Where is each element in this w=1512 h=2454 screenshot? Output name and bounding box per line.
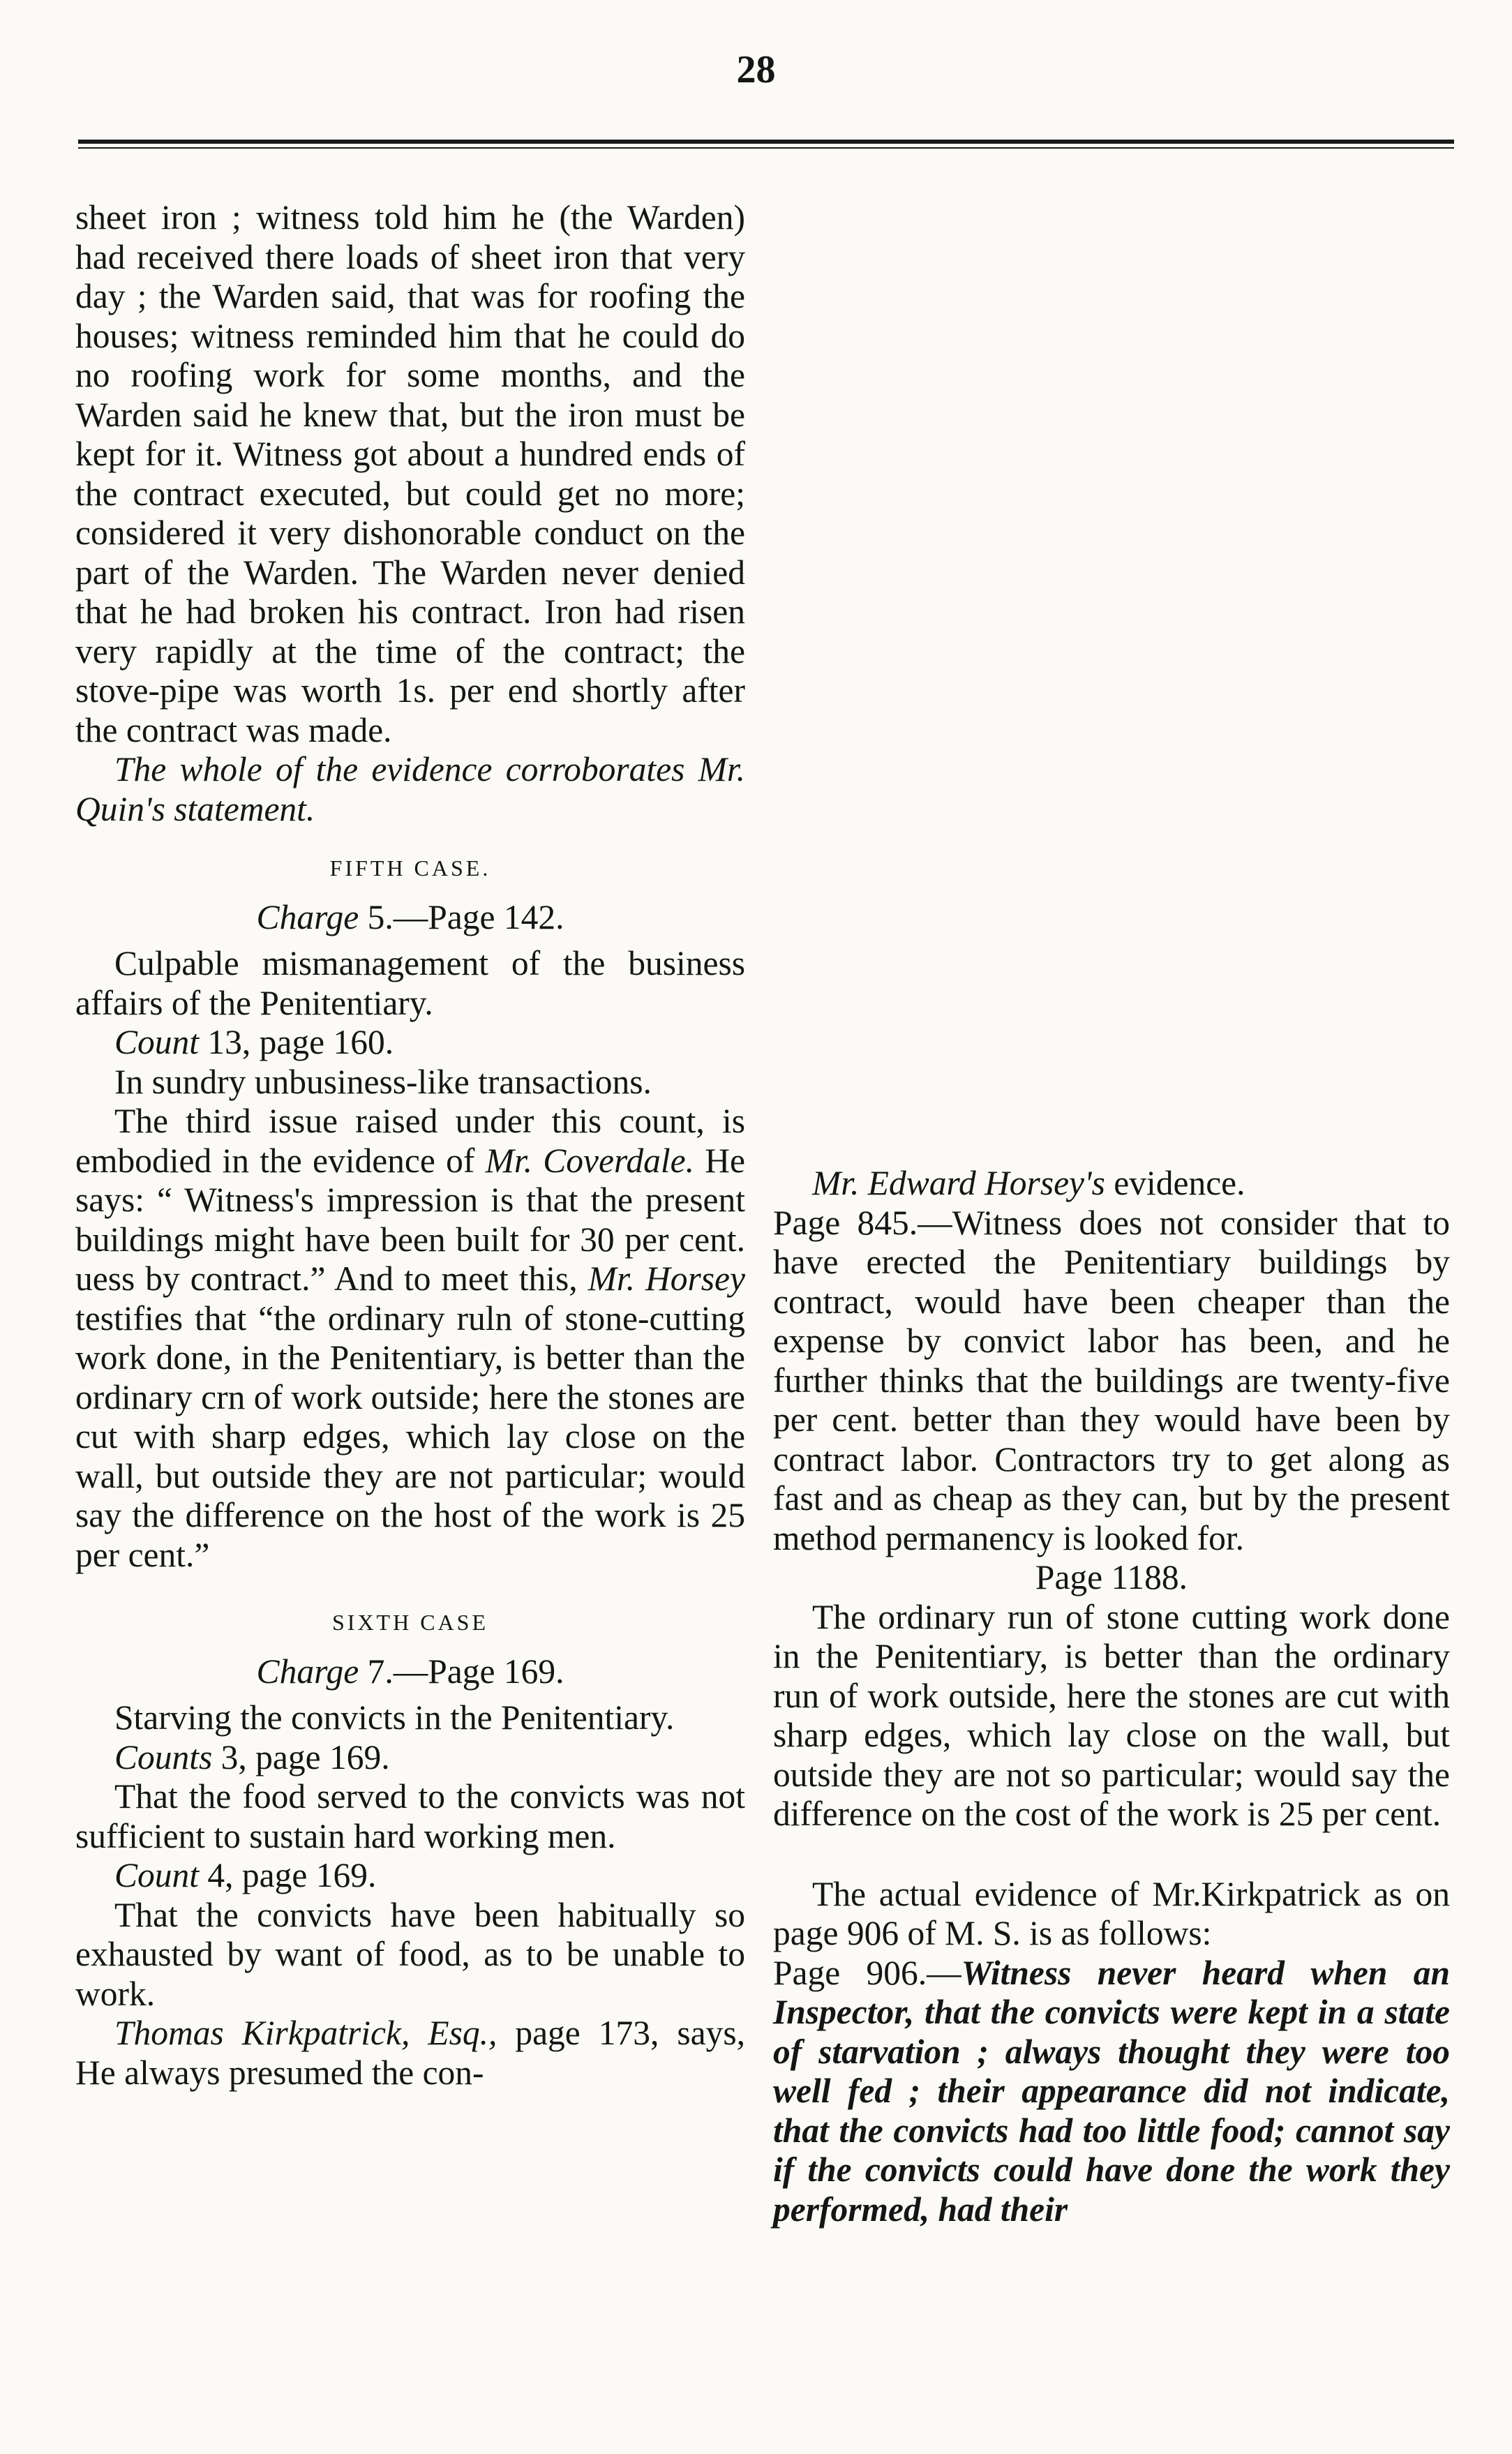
charge-page: 5.—Page 142. (359, 897, 564, 936)
third-issue-text-e: testifies that “the ordinary ruln of stone-cutting work done, in the Penitentiary, is better than the ordinary crn of work outside; here the stones are cut with sharp edges, which lay close on the wall, but outside they are not particular; would say the difference on the host of the work is 25 per cent.” (75, 1299, 745, 1574)
charge-5 (75, 898, 745, 938)
page-845-paragraph: Page 845.—Witness does not consider that to have erected the Penitentiary buildings by contract, would have been cheaper than the expense by convict labor has been, and he further thinks that the buildings are twenty-five per cent. better than they would have been by contract labor. Contractors try to get along as fast and as cheap as they can, but by the present method permanency is looked for. (773, 1203, 1450, 1557)
left-column (75, 198, 745, 2093)
starving-convicts: Starving the convicts in the Penitentiary. (114, 1698, 675, 1737)
sixth-case-heading: SIXTH CASE (331, 1610, 488, 1635)
horsey-name: Mr. Horsey (587, 1259, 745, 1298)
page-number: 28 (736, 48, 776, 91)
page-906-text: Witness never heard when an Inspector, that the convicts were kept in a state of starvation ; always thought they were too well fed ; their appearance did not indicate, that the convicts had too little food; cannot say if the convicts could have done the work they performed, had their (773, 1953, 1450, 2229)
convicts-exhausted: That the convicts have been habitually so exhausted by want of food, as to be unable to work. (75, 1895, 745, 2013)
actual-evidence-paragraph: The actual evidence of Mr.Kirkpatrick as on page 906 of M. S. is as follows: (773, 1874, 1450, 1952)
counts-label: Counts (114, 1737, 213, 1776)
kirkpatrick-says (75, 2014, 745, 2093)
coverdale-name: Mr. Coverdale. (485, 1141, 695, 1180)
count-13 (75, 1023, 745, 1063)
horsey-evidence-heading (773, 1164, 1450, 1204)
right-column (773, 1164, 1450, 2229)
culpable-mismanagement: Culpable mismanagement of the business affairs of the Penitentiary. (75, 944, 745, 1022)
page-906-label: Page 906.— (773, 1953, 961, 1992)
third-issue-text-c: He says: “ Witness's impression is that the present buildings might have been built for 30 per cent. uess by contract.” And to meet this, (75, 1141, 745, 1298)
corroboration-note: The whole of the evidence corroborates Mr. Quin's statement. (75, 750, 745, 828)
sundry-transactions: In sundry unbusiness-like transactions. (114, 1062, 652, 1101)
kirkpatrick-name: Thomas Kirkpatrick, Esq., (114, 2014, 497, 2052)
kirkpatrick-text: page 173, says, He always presumed the con- (75, 2014, 745, 2092)
charge-7 (75, 1652, 745, 1692)
header-rule (78, 140, 1454, 149)
fifth-case-heading: FIFTH CASE. (329, 855, 491, 881)
horsey-heading-rest: evidence. (1105, 1164, 1245, 1202)
count-page: 13, page 160. (199, 1023, 394, 1061)
charge-page: 7.—Page 169. (359, 1652, 564, 1691)
spacer (773, 1834, 1450, 1875)
charge-label: Charge (256, 897, 359, 936)
count-label: Count (114, 1856, 200, 1894)
food-insufficient: That the food served to the convicts was not sufficient to sustain hard working men. (75, 1777, 745, 1855)
charge-label: Charge (256, 1652, 359, 1691)
counts-page: 3, page 169. (212, 1737, 390, 1776)
page-906-paragraph (773, 1954, 1450, 2230)
third-issue-text-a: The third issue raised under this count, is embodied in the evidence of (75, 1102, 745, 1180)
count-4 (75, 1856, 745, 1896)
paragraph-sheet-iron: sheet iron ; witness told him he (the Warden) had received there loads of sheet iron that very day ; the Warden said, that was for roofing the houses; witness reminded him that he could do no roofing work for some months, and the Warden said he knew that, but the iron must be kept for it. Witness got about a hundred ends of the contract executed, but could get no more; considered it very dishonorable conduct on the part of the Warden. The Warden never denied that he had broken his contract. Iron had risen very rapidly at the time of the contract; the stove-pipe was worth 1s. per end shortly after the contract was made. (75, 198, 745, 749)
page-1188-heading: Page 1188. (1035, 1558, 1188, 1596)
third-issue-paragraph (75, 1102, 745, 1575)
count-label: Count (114, 1023, 200, 1061)
counts-3 (75, 1738, 745, 1778)
ordinary-run-paragraph: The ordinary run of stone cutting work done in the Penitentiary, is better than the ordinary run of work outside, here the stones are cut with sharp edges, which lay close on the wall, but outside they are not so particular; would say the difference on the cost of the work is 25 per cent. (773, 1597, 1450, 1833)
count-page: 4, page 169. (199, 1856, 377, 1894)
horsey-heading-name: Mr. Edward Horsey's (812, 1164, 1105, 1202)
